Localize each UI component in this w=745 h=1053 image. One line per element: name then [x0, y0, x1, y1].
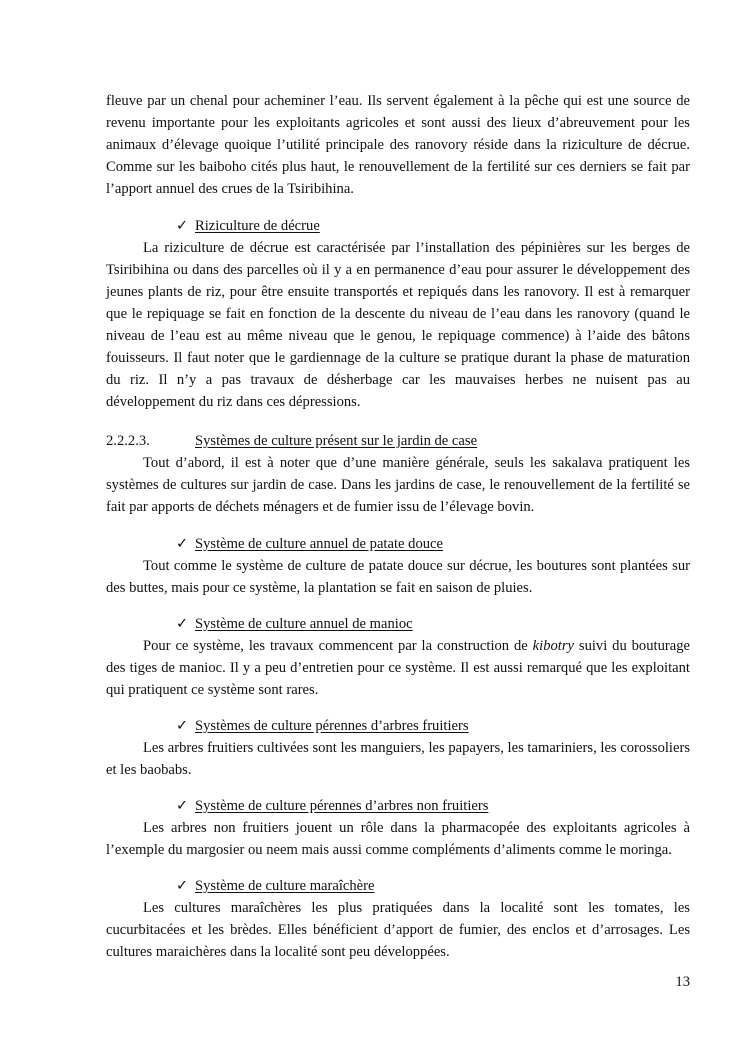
page-number: 13: [675, 974, 690, 990]
paragraph-non-fruitiers: Les arbres non fruitiers jouent un rôle dans la pharmacopée des exploitants agricoles à l’exemple du margosier ou neem mais aussi comme compléments d’aliments comme le moringa.: [106, 820, 690, 858]
checkmark-icon: ✓: [176, 798, 189, 814]
check-item-label: Systèmes de culture pérennes d’arbres fruitiers: [195, 718, 469, 734]
section-title: Systèmes de culture présent sur le jardin de case: [195, 433, 478, 449]
check-item-label: Système de culture annuel de manioc: [195, 616, 413, 632]
checkmark-icon: ✓: [176, 616, 189, 632]
check-item-label: Système de culture maraîchère: [195, 878, 375, 894]
check-item-label: Système de culture annuel de patate douce: [195, 536, 443, 552]
check-item-label: Riziculture de décrue: [195, 218, 320, 234]
paragraph-maraichere: Les cultures maraîchères les plus pratiquées dans la localité sont les tomates, les cucurbitacées et les brèdes. Elles bénéficient d’apport de fumier, des enclos et d’arrosages. Les cultures maraichères dans la localité sont peu développées.: [106, 900, 690, 960]
check-item-riziculture: [176, 215, 320, 237]
checkmark-icon: ✓: [176, 718, 189, 734]
paragraph-fleuve: fleuve par un chenal pour acheminer l’eau. Ils servent également à la pêche qui est une source de revenu importante pour les exploitants agricoles et sont aussi des lieux d’abreuvement pour les animaux d’élevage quoique l’utilité principale des ranovory réside dans la riziculture de décrue. Comme sur les baiboho cités plus haut, le renouvellement de la fertilité sur ces derniers se fait par l’apport annuel des crues de la Tsiribihina.: [106, 93, 690, 197]
text: Pour ce système, les travaux commencent par la construction de: [143, 638, 533, 654]
check-item-label: Système de culture pérennes d’arbres non fruitiers: [195, 798, 489, 814]
paragraph-manioc: [106, 635, 690, 701]
check-item-patate: [176, 533, 443, 555]
paragraph-jardin-case: Tout d’abord, il est à noter que d’une manière générale, seuls les sakalava pratiquent les systèmes de cultures sur jardin de case. Dans les jardins de case, le renouvellement de la fertilité se fait par apports de déchets ménagers et de fumier issu de l’élevage bovin.: [106, 455, 690, 515]
check-item-maraichere: [176, 875, 375, 897]
check-item-non-fruitiers: [176, 795, 488, 817]
check-item-manioc: [176, 613, 413, 635]
italic-term: kibotry: [532, 638, 574, 654]
checkmark-icon: ✓: [176, 218, 189, 234]
text: suivi du bouturage des tiges de manioc. Il y a peu d’entretien pour ce système. Il est aussi remarqué que les exploitant qui pratiquent ce système sont rares.: [106, 638, 690, 698]
paragraph-fruitiers: Les arbres fruitiers cultivées sont les manguiers, les papayers, les tamariniers, les corossoliers et les baobabs.: [106, 740, 690, 778]
checkmark-icon: ✓: [176, 878, 189, 894]
paragraph-patate: Tout comme le système de culture de patate douce sur décrue, les boutures sont plantées sur des buttes, mais pour ce système, la plantation se fait en saison de pluies.: [106, 558, 690, 596]
check-item-fruitiers: [176, 715, 469, 737]
checkmark-icon: ✓: [176, 536, 189, 552]
paragraph-riziculture: La riziculture de décrue est caractérisée par l’installation des pépinières sur les berges de Tsiribihina ou dans des parcelles où il y a en permanence d’eau pour assurer le développement des jeunes plants de riz, pour être ensuite transportés et repiqués dans les ranovory. Il est à remarquer que le repiquage se fait en fonction de la descente du niveau de l’eau dans les ranovory (quand le niveau de l’eau est au même niveau que le genou, le repiquage commence) à l’aide des bâtons fouisseurs. Il faut noter que le gardiennage de la culture se pratique durant la phase de maturation du riz. Il n’y a pas travaux de désherbage car les mauvaises herbes ne nuisent pas au développement du riz dans ces dépressions.: [106, 240, 690, 410]
section-number: 2.2.2.3.: [106, 433, 150, 449]
section-heading: [106, 430, 690, 452]
